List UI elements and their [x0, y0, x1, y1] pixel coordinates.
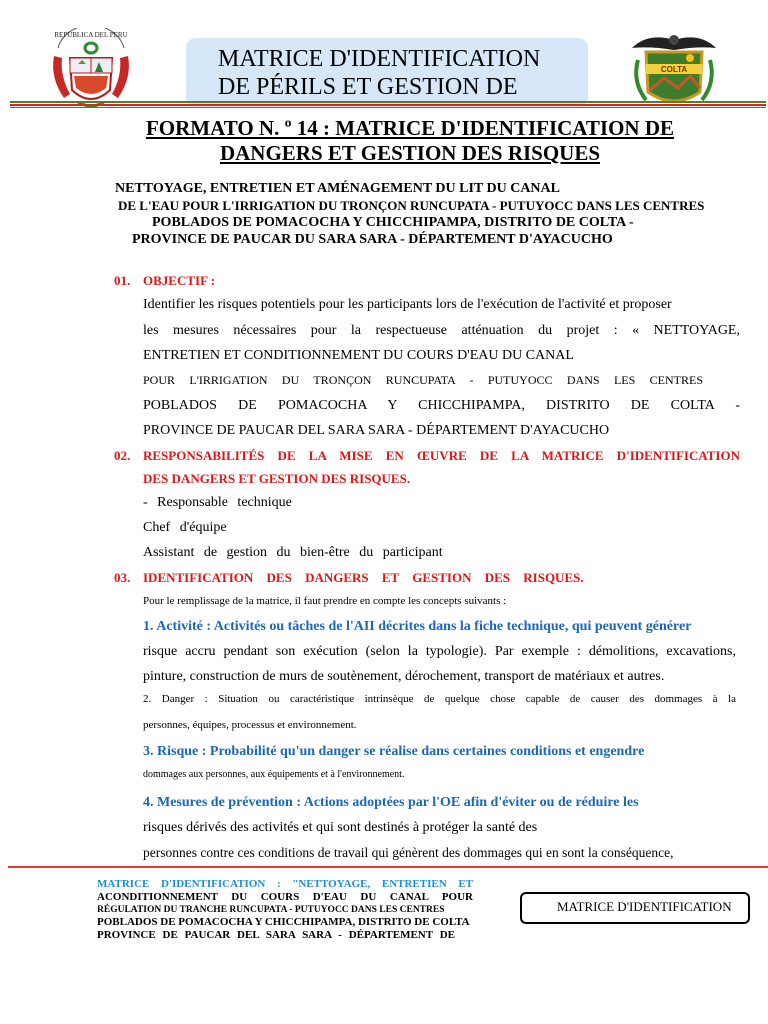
concept-1-line-2: risque accru pendant son exécution (selon la typologie). Par exemple : démolitions, excavations,: [143, 644, 736, 659]
objective-line-4: POUR L'IRRIGATION DU TRONÇON RUNCUPATA - PUTUYOCC DANS LES CENTRES: [143, 373, 703, 387]
header-divider-green: [10, 101, 766, 103]
objective-line-1: Identifier les risques potentiels pour les participants lors de l'exécution de l'activité et proposer: [143, 297, 672, 312]
responsible-item-1: - Responsable technique: [143, 495, 292, 510]
emblem-left-text: REPUBLICA DEL PERU: [54, 31, 128, 39]
objective-line-3: ENTRETIEN ET CONDITIONNEMENT DU COURS D'EAU DU CANAL: [143, 348, 574, 363]
project-line-2: DE L'EAU POUR L'IRRIGATION DU TRONÇON RUNCUPATA - PUTUYOCC DANS LES CENTRES: [118, 198, 705, 213]
header-banner: [186, 38, 588, 108]
objective-line-6: PROVINCE DE PAUCAR DEL SARA SARA - DÉPARTEMENT D'AYACUCHO: [143, 423, 610, 438]
section-1-heading: OBJECTIF :: [143, 273, 216, 288]
title-line-2: DANGERS ET GESTION DES RISQUES: [219, 141, 601, 165]
concept-1-heading: 1. Activité : Activités ou tâches de l'AII décrites dans la fiche technique, qui peuvent générer: [143, 619, 692, 634]
footer-box-label: MATRICE D'IDENTIFICATION: [557, 899, 732, 914]
concept-2-line-2: personnes, équipes, processus et environnement.: [143, 719, 357, 731]
footer-line-3: RÉGULATION DU TRANCHE RUNCUPATA - PUTUYOCC DANS LES CENTRES: [97, 905, 445, 915]
title-line-1: FORMATO N. º 14 : MATRICE D'IDENTIFICATION DE: [145, 116, 675, 140]
banner-line-1: MATRICE D'IDENTIFICATION: [218, 46, 541, 72]
section-3-intro: Pour le remplissage de la matrice, il faut prendre en compte les concepts suivants :: [143, 595, 507, 607]
concept-1-line-3: pinture, construction de murs de soutènement, dérochement, transport de matériaux et autres.: [143, 669, 665, 684]
emblem-right-text: COLTA: [660, 65, 688, 74]
project-line-3: POBLADOS DE POMACOCHA Y CHICCHIPAMPA, DISTRITO DE COLTA -: [152, 215, 634, 230]
section-2-heading-line-2: DES DANGERS ET GESTION DES RISQUES.: [143, 471, 411, 486]
footer-line-5: PROVINCE DE PAUCAR DEL SARA SARA - DÉPARTEMENT DE: [97, 929, 455, 941]
concept-4-line-3: personnes contre ces conditions de travail qui génèrent des dommages qui en sont la conséquence,: [143, 845, 674, 860]
banner-line-2: DE PÉRILS ET GESTION DE: [218, 74, 518, 100]
project-line-1: NETTOYAGE, ENTRETIEN ET AMÉNAGEMENT DU LIT DU CANAL: [115, 181, 560, 196]
colta-district-emblem-icon: [628, 30, 720, 110]
section-3-number: 03.: [114, 570, 131, 585]
document-title: [100, 116, 720, 166]
footer-line-4: POBLADOS DE POMACOCHA Y CHICCHIPAMPA, DISTRITO DE COLTA: [97, 916, 470, 928]
section-2-heading-line-1: RESPONSABILITÉS DE LA MISE EN ŒUVRE DE LA MATRICE D'IDENTIFICATION: [143, 448, 740, 463]
header-divider-red: [10, 104, 766, 106]
project-line-4: PROVINCE DE PAUCAR DU SARA SARA - DÉPARTEMENT D'AYACUCHO: [132, 232, 613, 247]
concept-4-line-2: risques dérivés des activités et qui sont destinés à protéger la santé des: [143, 820, 538, 835]
objective-line-5: POBLADOS DE POMACOCHA Y CHICCHIPAMPA, DISTRITO DE COLTA -: [143, 398, 740, 413]
section-1-number: 01.: [114, 273, 131, 288]
header-divider-green-thin: [10, 107, 766, 108]
responsible-item-2: Chef d'équipe: [143, 520, 227, 535]
section-2-number: 02.: [114, 448, 131, 463]
footer-divider: [8, 866, 768, 868]
footer-line-2: ACONDITIONNEMENT DU COURS D'EAU DU CANAL POUR: [97, 891, 473, 903]
section-3-heading: IDENTIFICATION DES DANGERS ET GESTION DES RISQUES.: [143, 570, 584, 585]
concept-3-line-2: dommages aux personnes, aux équipements et à l'environnement.: [143, 769, 405, 780]
footer-line-1: MATRICE D'IDENTIFICATION : "NETTOYAGE, ENTRETIEN ET: [97, 878, 473, 890]
concept-3-heading: 3. Risque : Probabilité qu'un danger se réalise dans certaines conditions et engendre: [143, 744, 645, 759]
concept-4-heading: 4. Mesures de prévention : Actions adoptées par l'OE afin d'éviter ou de réduire les: [143, 795, 639, 810]
responsible-item-3: Assistant de gestion du bien-être du participant: [143, 545, 443, 560]
concept-2-line-1: 2. Danger : Situation ou caractéristique intrinsèque de quelque chose capable de causer des dommages à la: [143, 693, 736, 705]
objective-line-2: les mesures nécessaires pour la respectueuse atténuation du projet : « NETTOYAGE,: [143, 323, 740, 338]
